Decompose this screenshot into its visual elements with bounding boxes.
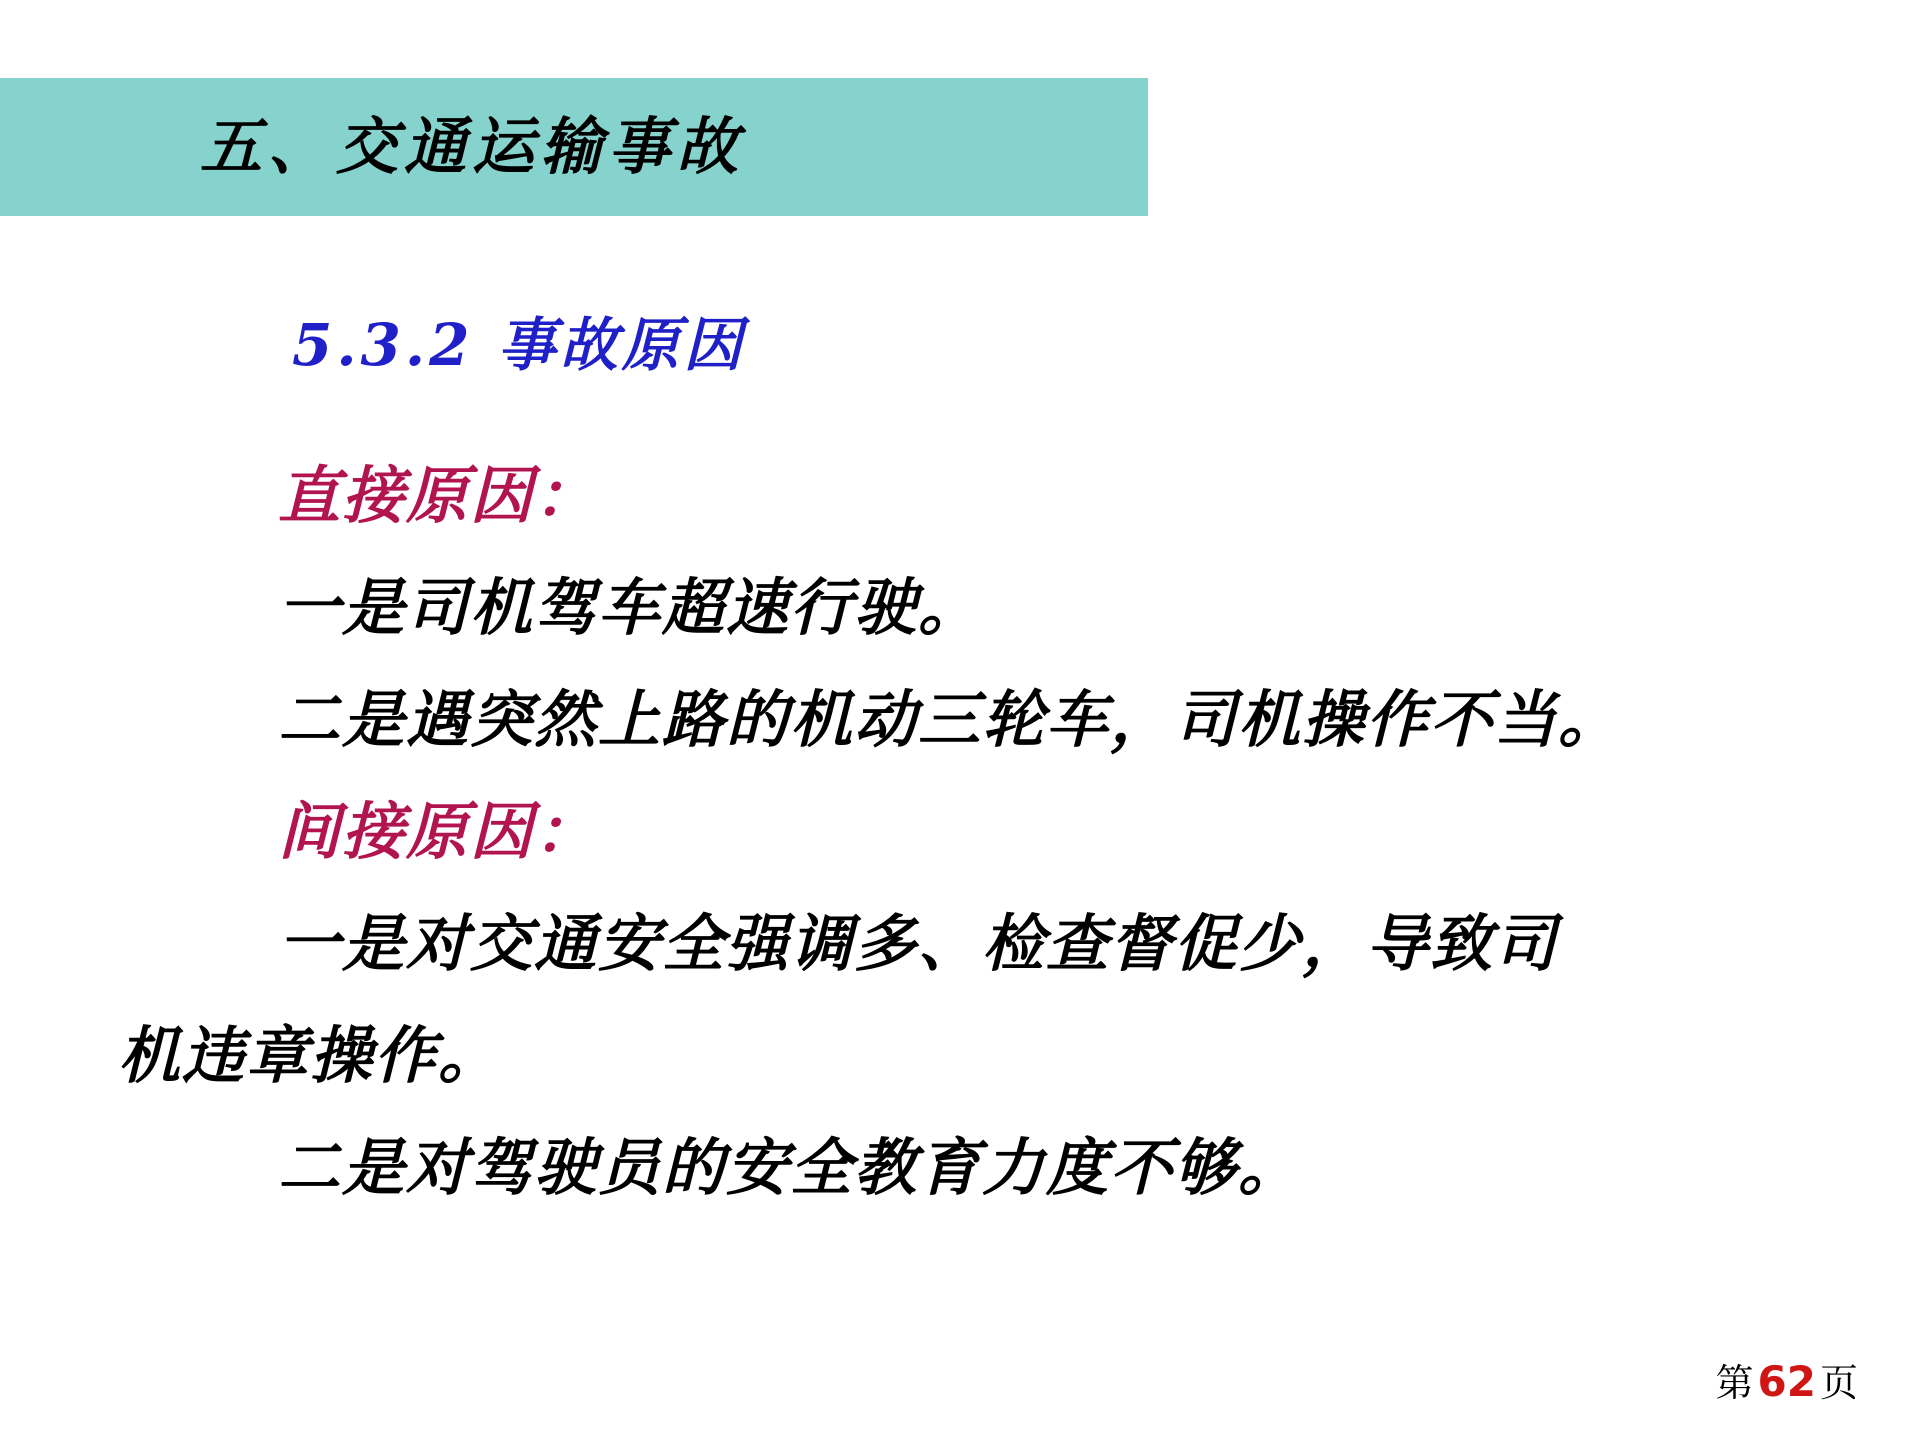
page-number-value: 62: [1757, 1357, 1816, 1406]
body-content: [118, 440, 1818, 1224]
indirect-cause-item-2: 二是对驾驶员的安全教育力度不够。: [278, 1131, 1303, 1204]
section-heading: 5.3.2 事故原因: [292, 311, 746, 379]
direct-cause-item-1: 一是司机驾车超速行驶。: [278, 571, 983, 644]
page-number-suffix: 页: [1819, 1361, 1858, 1405]
direct-cause-item-2: 二是遇突然上路的机动三轮车，司机操作不当。: [278, 683, 1623, 756]
indirect-cause-item-1-continued: 机违章操作。: [118, 1019, 503, 1092]
page-number: [1716, 1359, 1858, 1406]
page-number-prefix: 第: [1715, 1361, 1754, 1405]
indirect-cause-item-1: 一是对交通安全强调多、检查督促少，导致司: [278, 907, 1559, 980]
cause-label-indirect: 间接原因：: [278, 795, 599, 868]
cause-label-direct: 直接原因：: [278, 459, 599, 532]
page-title: 五、交通运输事故: [200, 110, 745, 183]
